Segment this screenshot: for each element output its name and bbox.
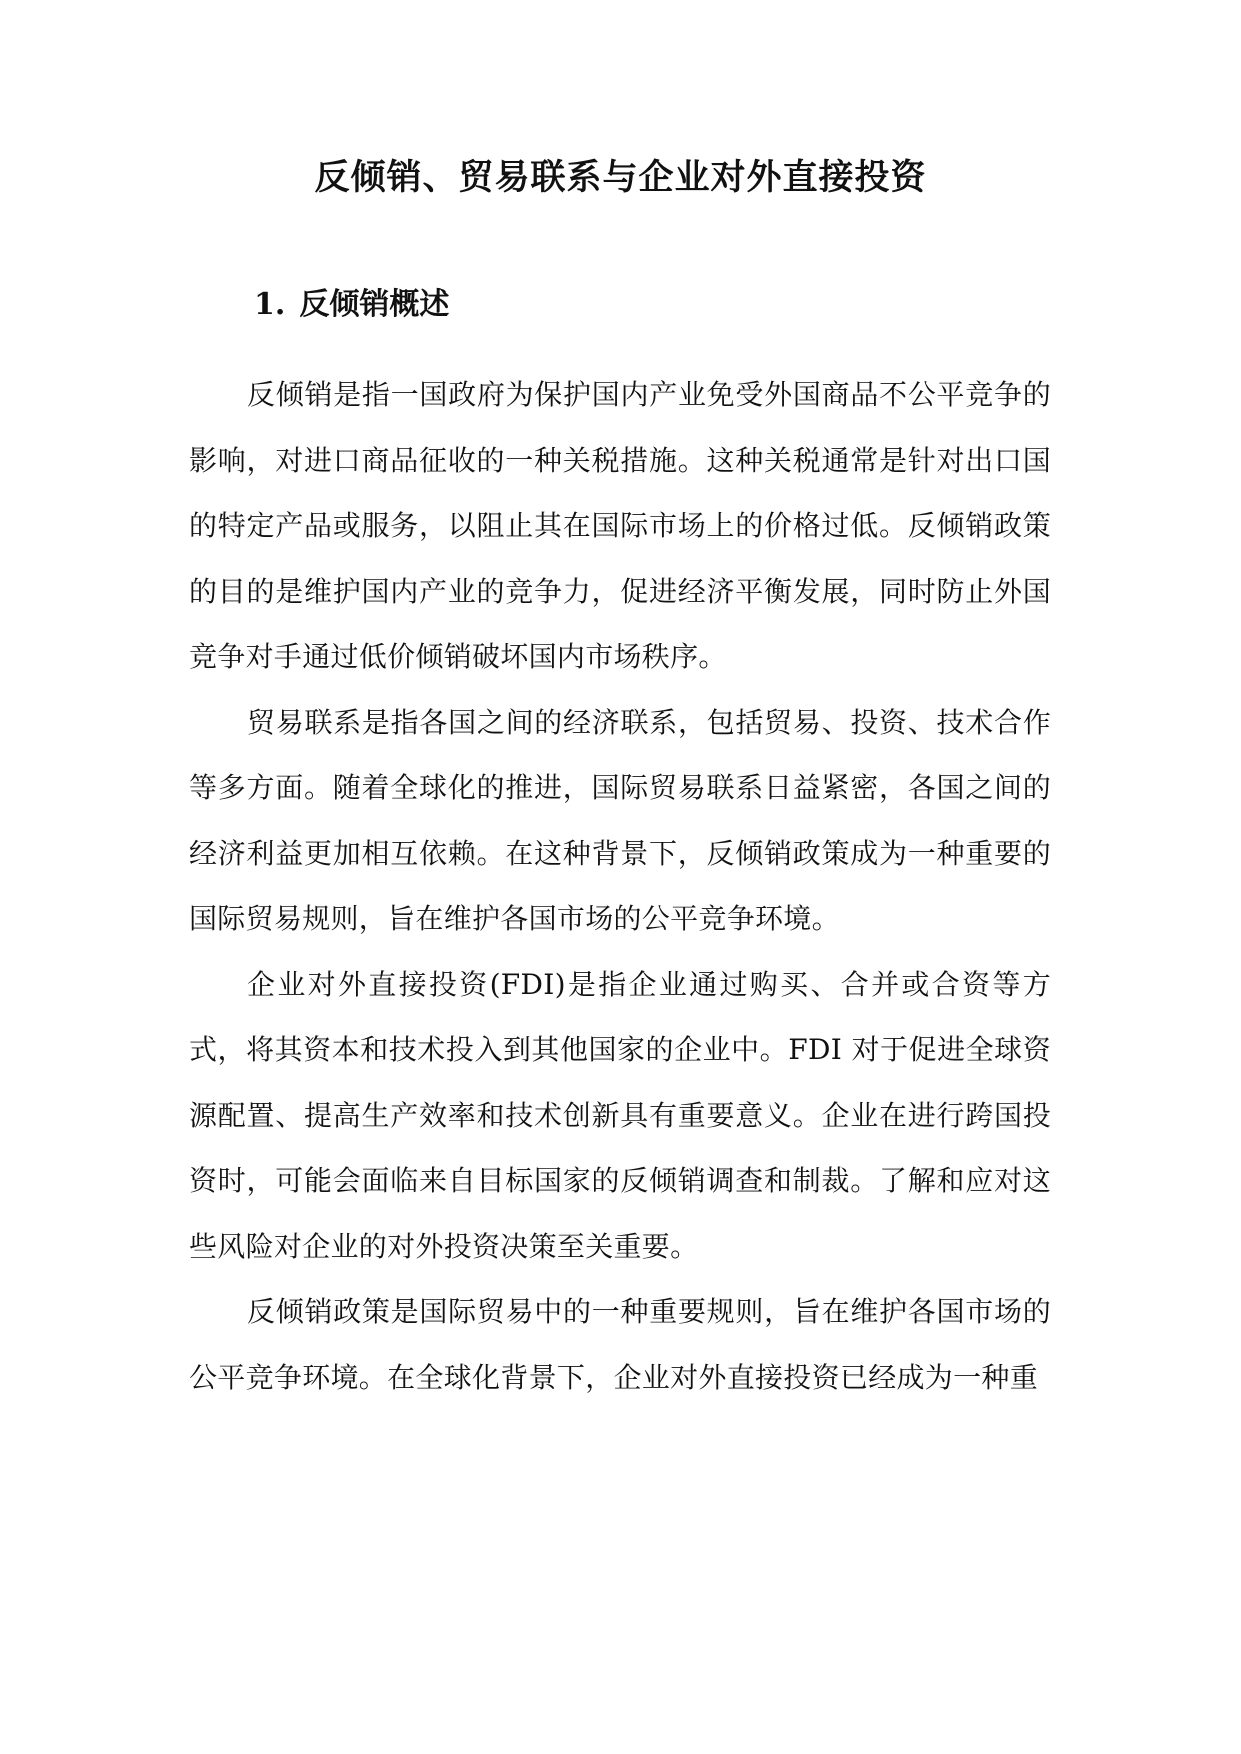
- section-heading-text: 反倾销概述: [299, 287, 450, 322]
- paragraph-4: 反倾销政策是国际贸易中的一种重要规则，旨在维护各国市场的公平竞争环境。在全球化背景下，企业对外直接投资已经成为一种重: [189, 1295, 1051, 1394]
- paragraph-2: 贸易联系是指各国之间的经济联系，包括贸易、投资、技术合作等多方面。随着全球化的推进，国际贸易联系日益紧密，各国之间的经济利益更加相互依赖。在这种背景下，反倾销政策成为一种重要的国际贸易规则，旨在维护各国市场的公平竞争环境。: [189, 705, 1051, 935]
- paragraph-1: 反倾销是指一国政府为保护国内产业免受外国商品不公平竞争的影响，对进口商品征收的一种关税措施。这种关税通常是针对出口国的特定产品或服务，以阻止其在国际市场上的价格过低。反倾销政策的目的是维护国内产业的竞争力，促进经济平衡发展，同时防止外国竞争对手通过低价倾销破坏国内市场秩序。: [189, 378, 1051, 673]
- body-text: [189, 362, 1051, 1410]
- paragraph-3: 企业对外直接投资(FDI)是指企业通过购买、合并或合资等方式，将其资本和技术投入到其他国家的企业中。FDI 对于促进全球资源配置、提高生产效率和技术创新具有重要意义。企业在进行跨国投资时，可能会面临来自目标国家的反倾销调查和制裁。了解和应对这些风险对企业的对外投资决策至关重要。: [189, 967, 1051, 1263]
- document-title: 反倾销、贸易联系与企业对外直接投资: [314, 157, 927, 198]
- section-heading: [254, 280, 449, 330]
- section-number: 1.: [254, 287, 286, 322]
